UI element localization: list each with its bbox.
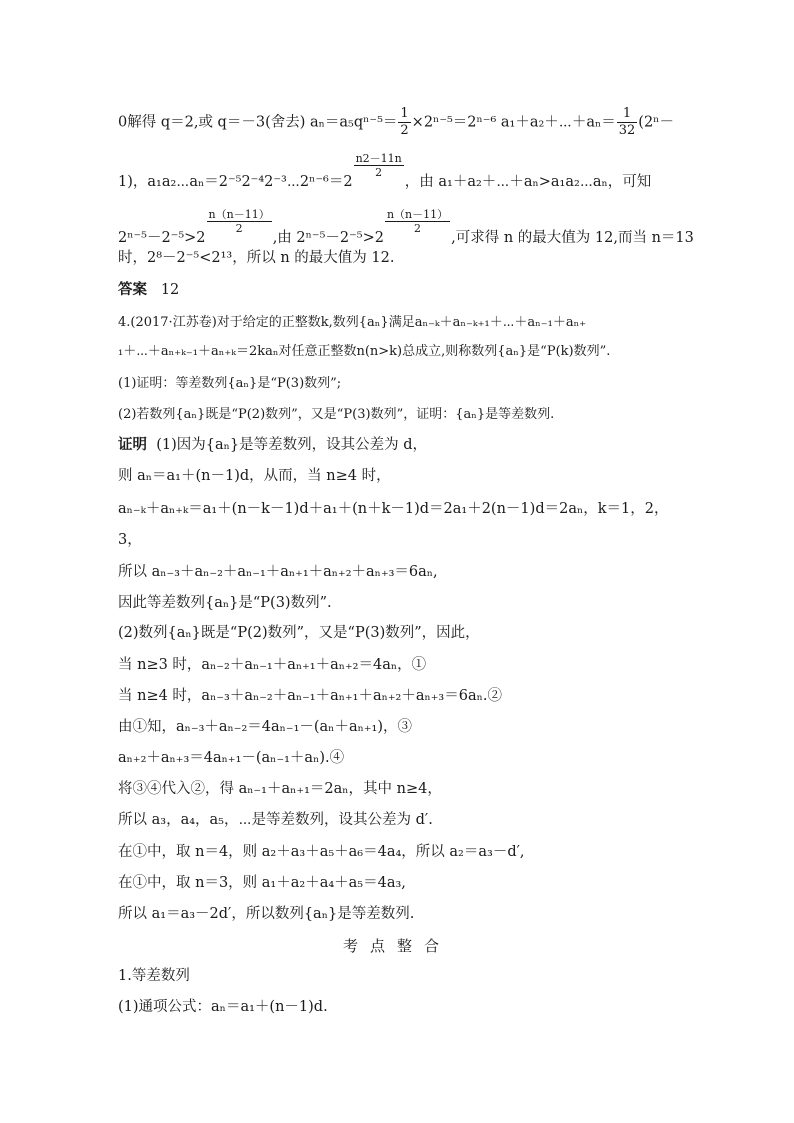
text-run: 2ⁿ⁻⁵－2⁻⁵>2	[118, 230, 206, 246]
fraction-denominator: 2	[400, 123, 409, 138]
fraction-denominator: 2	[385, 221, 450, 235]
proof-line-2: 则 aₙ＝a₁＋(n－1)d，从而，当 n≥4 时，	[118, 468, 391, 484]
text-run: (1)因为{aₙ}是等差数列，设其公差为 d，	[156, 437, 428, 453]
proof-line-4: 3，	[118, 532, 142, 548]
solution-line-2	[118, 152, 651, 192]
fraction-numerator: n（n－11）	[386, 208, 449, 221]
section-heading-arithmetic-sequence: 1.等差数列	[118, 968, 190, 984]
fraction-one-thirty-second	[617, 106, 638, 139]
proof-line-1	[118, 435, 427, 455]
fraction-denominator: 2	[354, 165, 404, 179]
proof-line-9: 当 n≥4 时，aₙ₋₃＋aₙ₋₂＋aₙ₋₁＋aₙ₊₁＋aₙ₊₂＋aₙ₊₃＝6aₙ.②	[118, 688, 502, 704]
exponent-fraction	[354, 152, 404, 179]
fraction-one-half	[398, 106, 410, 139]
text-run: 1)，a₁a₂⋯aₙ＝2⁻⁵2⁻⁴2⁻³⋯2ⁿ⁻⁶＝2	[118, 174, 353, 190]
fraction-numerator: 1	[622, 106, 632, 121]
text-run: (2ⁿ－	[638, 114, 674, 131]
fraction-numerator: 1	[400, 106, 409, 121]
fraction-numerator: n2－11n	[355, 152, 402, 165]
text-run: ，由 a₁＋a₂＋⋯＋aₙ>a₁a₂⋯aₙ，可知	[404, 174, 652, 190]
proof-line-7: (2)数列{aₙ}既是“P(2)数列”，又是“P(3)数列”，因此，	[118, 625, 480, 641]
proof-line-16: 所以 a₁＝a₃－2d′，所以数列{aₙ}是等差数列.	[118, 906, 415, 922]
proof-line-11: aₙ₊₂＋aₙ₊₃＝4aₙ₊₁－(aₙ₋₁＋aₙ).④	[118, 750, 345, 766]
answer-label: 答案	[118, 281, 147, 298]
question-4-part-1: (1)证明：等差数列{aₙ}是“P(3)数列”;	[118, 376, 342, 391]
text-run: ,由 2ⁿ⁻⁵－2⁻⁵>2	[272, 230, 384, 246]
fraction-denominator: 32	[618, 123, 636, 138]
proof-line-5: 所以 aₙ₋₃＋aₙ₋₂＋aₙ₋₁＋aₙ₊₁＋aₙ₊₂＋aₙ₊₃＝6aₙ,	[118, 564, 438, 580]
section-title: 考点整合	[342, 937, 451, 955]
proof-label: 证明	[118, 436, 147, 453]
proof-line-12: 将③④代入②，得 aₙ₋₁＋aₙ₊₁＝2aₙ，其中 n≥4，	[118, 781, 442, 797]
proof-line-3: aₙ₋ₖ＋aₙ₊ₖ＝a₁＋(n－k－1)d＋a₁＋(n＋k－1)d＝2a₁＋2(n－1)d＝2aₙ，k＝1，2，	[118, 501, 669, 517]
question-4-line-2: ₁＋⋯＋aₙ₊ₖ₋₁＋aₙ₊ₖ＝2kaₙ对任意正整数n(n>k)总成立,则称数列{aₙ}是“P(k)数列”.	[118, 344, 611, 359]
question-4-line-1: 4.(2017·江苏卷)对于给定的正整数k,数列{aₙ}满足aₙ₋ₖ＋aₙ₋ₖ₊₁＋⋯＋aₙ₋₁＋aₙ₊	[118, 315, 587, 330]
fraction-denominator: 2	[207, 221, 272, 235]
answer-line	[118, 280, 179, 300]
solution-line-3	[118, 208, 694, 248]
question-4-part-2: (2)若数列{aₙ}既是“P(2)数列”，又是“P(3)数列”，证明：{aₙ}是等差数列.	[118, 407, 555, 422]
text-run: 0解得 q＝2,或 q＝－3(舍去) aₙ＝a₅qⁿ⁻⁵＝	[118, 114, 398, 131]
fraction-numerator: n（n－11）	[208, 208, 270, 221]
proof-line-6: 因此等差数列{aₙ}是“P(3)数列”.	[118, 595, 332, 611]
text-run: ×2ⁿ⁻⁵＝2ⁿ⁻⁶ a₁＋a₂＋⋯＋aₙ＝	[411, 114, 616, 131]
answer-value: 12	[160, 282, 180, 298]
proof-line-13: 所以 a₃，a₄，a₅，⋯是等差数列，设其公差为 d′.	[118, 812, 433, 828]
proof-line-15: 在①中，取 n＝3，则 a₁＋a₂＋a₄＋a₅＝4a₃,	[118, 875, 406, 891]
proof-line-10: 由①知，aₙ₋₃＋aₙ₋₂＝4aₙ₋₁－(aₙ＋aₙ₊₁)，③	[118, 719, 412, 735]
general-term-formula: (1)通项公式：aₙ＝a₁＋(n－1)d.	[118, 999, 328, 1015]
solution-line-4: 时，2⁸－2⁻⁵<2¹³，所以 n 的最大值为 12.	[118, 250, 395, 266]
exponent-fraction	[207, 208, 272, 235]
proof-line-14: 在①中，取 n＝4，则 a₂＋a₃＋a₅＋a₆＝4a₄，所以 a₂＝a₃－d′,	[118, 844, 525, 860]
solution-line-1	[118, 106, 674, 139]
proof-line-8: 当 n≥3 时，aₙ₋₂＋aₙ₋₁＋aₙ₊₁＋aₙ₊₂＝4aₙ，①	[118, 657, 427, 673]
exponent-fraction	[385, 208, 450, 235]
text-run: ,可求得 n 的最大值为 12,而当 n＝13	[451, 230, 694, 246]
